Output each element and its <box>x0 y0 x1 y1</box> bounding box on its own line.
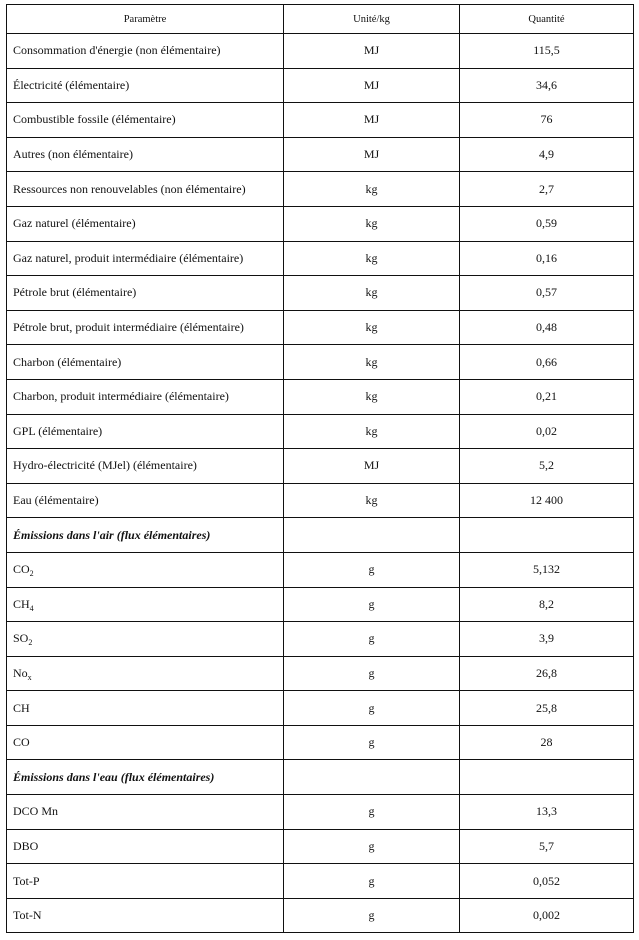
table-row <box>7 103 634 138</box>
parameter-cell <box>7 414 284 449</box>
parameter-label: Émissions dans l'air (flux élémentaires) <box>13 527 211 542</box>
unit-cell <box>284 760 460 795</box>
quantity-cell: 3,9 <box>460 622 634 657</box>
parameter-cell <box>7 898 284 933</box>
table-row <box>7 241 634 276</box>
table-row <box>7 137 634 172</box>
parameter-cell <box>7 345 284 380</box>
parameter-cell <box>7 310 284 345</box>
unit-cell: kg <box>284 310 460 345</box>
unit-cell: kg <box>284 241 460 276</box>
header-parameter: Paramètre <box>7 5 284 34</box>
parameter-subscript: 2 <box>29 569 34 579</box>
quantity-cell <box>460 518 634 553</box>
unit-cell: MJ <box>284 449 460 484</box>
table-row <box>7 622 634 657</box>
parameter-cell <box>7 795 284 830</box>
parameter-label: Charbon, produit intermédiaire (élémentaire) <box>13 389 229 404</box>
parameter-subscript: 4 <box>29 603 34 613</box>
parameter-label: DBO <box>13 838 39 853</box>
unit-cell: kg <box>284 206 460 241</box>
parameter-cell <box>7 276 284 311</box>
unit-cell: kg <box>284 414 460 449</box>
parameter-cell <box>7 829 284 864</box>
table-row <box>7 276 634 311</box>
parameter-subscript: 2 <box>28 638 33 648</box>
quantity-cell: 0,02 <box>460 414 634 449</box>
table-row <box>7 795 634 830</box>
parameter-label: Pétrole brut, produit intermédiaire (élémentaire) <box>13 320 244 335</box>
header-unit: Unité/kg <box>284 5 460 34</box>
quantity-cell: 76 <box>460 103 634 138</box>
table-row <box>7 414 634 449</box>
parameter-cell <box>7 691 284 726</box>
unit-cell: kg <box>284 172 460 207</box>
table-row <box>7 552 634 587</box>
table-row <box>7 691 634 726</box>
quantity-cell: 115,5 <box>460 34 634 69</box>
quantity-cell: 5,2 <box>460 449 634 484</box>
unit-cell: MJ <box>284 34 460 69</box>
quantity-cell: 26,8 <box>460 656 634 691</box>
quantity-cell: 28 <box>460 725 634 760</box>
parameter-cell <box>7 656 284 691</box>
parameter-label: Tot-N <box>13 908 42 923</box>
section-row <box>7 760 634 795</box>
section-row <box>7 518 634 553</box>
table-row <box>7 483 634 518</box>
parameter-label: Charbon (élémentaire) <box>13 354 122 369</box>
table-row <box>7 206 634 241</box>
unit-cell: MJ <box>284 103 460 138</box>
table-row <box>7 587 634 622</box>
parameter-label: Tot-P <box>13 873 40 888</box>
unit-cell: g <box>284 898 460 933</box>
parameter-label: SO <box>13 631 29 646</box>
parameter-cell <box>7 552 284 587</box>
quantity-cell: 12 400 <box>460 483 634 518</box>
quantity-cell: 5,132 <box>460 552 634 587</box>
quantity-cell: 8,2 <box>460 587 634 622</box>
unit-cell: g <box>284 691 460 726</box>
quantity-cell: 0,48 <box>460 310 634 345</box>
parameter-label: Hydro-électricité (MJel) (élémentaire) <box>13 458 197 473</box>
unit-cell: kg <box>284 379 460 414</box>
parameter-cell <box>7 725 284 760</box>
table-row <box>7 829 634 864</box>
parameter-cell <box>7 622 284 657</box>
quantity-cell: 0,002 <box>460 898 634 933</box>
parameter-label: Combustible fossile (élémentaire) <box>13 112 176 127</box>
table-row <box>7 898 634 933</box>
parameter-label: Eau (élémentaire) <box>13 493 99 508</box>
parameter-label: Électricité (élémentaire) <box>13 77 130 92</box>
quantity-cell: 4,9 <box>460 137 634 172</box>
parameter-cell <box>7 449 284 484</box>
section-title <box>7 518 284 553</box>
quantity-cell: 2,7 <box>460 172 634 207</box>
unit-cell: g <box>284 795 460 830</box>
header-quantity: Quantité <box>460 5 634 34</box>
unit-cell: g <box>284 622 460 657</box>
unit-cell: kg <box>284 483 460 518</box>
unit-cell: g <box>284 864 460 899</box>
unit-cell: MJ <box>284 137 460 172</box>
parameter-subscript: x <box>27 672 32 682</box>
quantity-cell: 0,21 <box>460 379 634 414</box>
parameter-cell <box>7 34 284 69</box>
parameter-cell <box>7 483 284 518</box>
parameter-cell <box>7 103 284 138</box>
parameter-label: Gaz naturel, produit intermédiaire (élémentaire) <box>13 250 244 265</box>
parameter-label: CH <box>13 700 30 715</box>
parameter-cell <box>7 587 284 622</box>
parameter-label: Gaz naturel (élémentaire) <box>13 216 136 231</box>
unit-cell <box>284 518 460 553</box>
quantity-cell: 0,66 <box>460 345 634 380</box>
parameter-label: No <box>13 665 28 680</box>
unit-cell: kg <box>284 276 460 311</box>
table-row <box>7 310 634 345</box>
parameter-cell <box>7 68 284 103</box>
table-row <box>7 656 634 691</box>
table-row <box>7 34 634 69</box>
unit-cell: g <box>284 829 460 864</box>
quantity-cell: 0,052 <box>460 864 634 899</box>
quantity-cell <box>460 760 634 795</box>
parameter-label: Consommation d'énergie (non élémentaire) <box>13 43 221 58</box>
table-row <box>7 345 634 380</box>
unit-cell: g <box>284 552 460 587</box>
parameter-cell <box>7 206 284 241</box>
quantity-cell: 0,57 <box>460 276 634 311</box>
quantity-cell: 5,7 <box>460 829 634 864</box>
table-row <box>7 725 634 760</box>
unit-cell: kg <box>284 345 460 380</box>
parameter-label: GPL (élémentaire) <box>13 423 103 438</box>
parameter-cell <box>7 379 284 414</box>
parameter-cell <box>7 864 284 899</box>
unit-cell: MJ <box>284 68 460 103</box>
parameter-label: Ressources non renouvelables (non élémentaire) <box>13 181 246 196</box>
quantity-cell: 0,59 <box>460 206 634 241</box>
parameter-label: Émissions dans l'eau (flux élémentaires) <box>13 769 215 784</box>
unit-cell: g <box>284 725 460 760</box>
parameter-label: CO <box>13 562 30 577</box>
parameter-table <box>6 4 634 933</box>
parameter-label: Autres (non élémentaire) <box>13 147 133 162</box>
table-row <box>7 379 634 414</box>
table-body <box>7 34 634 933</box>
parameter-label: DCO Mn <box>13 804 59 819</box>
parameter-cell <box>7 172 284 207</box>
quantity-cell: 13,3 <box>460 795 634 830</box>
quantity-cell: 25,8 <box>460 691 634 726</box>
quantity-cell: 0,16 <box>460 241 634 276</box>
unit-cell: g <box>284 656 460 691</box>
table-row <box>7 68 634 103</box>
quantity-cell: 34,6 <box>460 68 634 103</box>
table-row <box>7 172 634 207</box>
parameter-label: Pétrole brut (élémentaire) <box>13 285 137 300</box>
section-title <box>7 760 284 795</box>
parameter-label: CH <box>13 596 30 611</box>
parameter-label: CO <box>13 735 30 750</box>
table-row <box>7 449 634 484</box>
parameter-cell <box>7 241 284 276</box>
table-header-row <box>7 5 634 34</box>
parameter-cell <box>7 137 284 172</box>
table-row <box>7 864 634 899</box>
unit-cell: g <box>284 587 460 622</box>
